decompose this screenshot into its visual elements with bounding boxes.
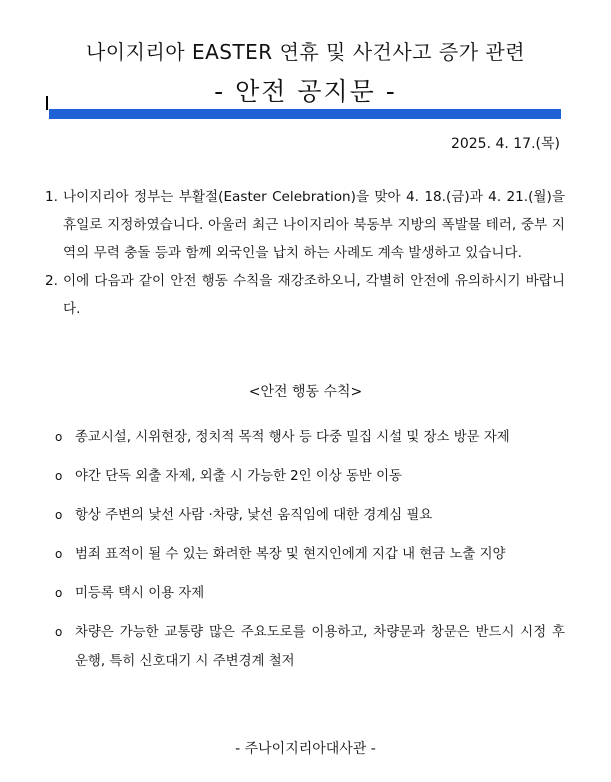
bullet-icon: o: [55, 547, 63, 561]
rule-text: 미등록 택시 이용 자제: [75, 586, 205, 601]
rule-item: [55, 540, 565, 569]
document-subtitle: - 안전 공지문 -: [214, 77, 397, 106]
bullet-icon: o: [55, 586, 63, 600]
header-divider-bar: [49, 109, 561, 119]
text-cursor: [46, 96, 48, 110]
rule-item: [55, 462, 565, 491]
notice-item: [45, 267, 565, 323]
rule-text: 범죄 표적이 될 수 있는 화려한 복장 및 현지인에게 지갑 내 현금 노출 지양: [75, 547, 506, 562]
notice-text: 나이지리아 정부는 부활절(Easter Celebration)을 맞아 4. 18.(금)과 4. 21.(월)을 휴일로 지정하였습니다. 아울러 최근 나이지리아 북동부 지방의 폭발물 테러, 중부 지역의 무력 충돌 등과 함께 외국인을 납치 하는 사례도 계속 발생하고 있습니다.: [63, 189, 565, 261]
rule-item: [55, 618, 565, 676]
notice-number: 2.: [45, 273, 58, 289]
rule-item: [55, 501, 565, 530]
rule-item: [55, 423, 565, 452]
rule-text: 항상 주변의 낯선 사람 ·차량, 낯선 움직임에 대한 경계심 필요: [75, 508, 433, 523]
document-title: 나이지리아 EASTER 연휴 및 사건사고 증가 관련: [85, 40, 526, 64]
rule-text: 종교시설, 시위현장, 정치적 목적 행사 등 다중 밀집 시설 및 장소 방문 자제: [75, 430, 510, 445]
rule-text: 야간 단독 외출 자제, 외출 시 가능한 2인 이상 동반 이동: [75, 469, 402, 484]
rule-item: [55, 579, 565, 608]
bullet-icon: o: [55, 508, 63, 522]
rules-section-title: <안전 행동 수칙>: [248, 384, 363, 400]
bullet-icon: o: [55, 469, 63, 483]
issuer-signature: - 주나이지리아대사관 -: [235, 741, 376, 757]
notice-item: [45, 183, 565, 267]
document-date: 2025. 4. 17.(목): [450, 136, 560, 152]
notice-text: 이에 다음과 같이 안전 행동 수칙을 재강조하오니, 각별히 안전에 유의하시기 바랍니다.: [63, 273, 565, 317]
rule-text: 차량은 가능한 교통량 많은 주요도로를 이용하고, 차량문과 창문은 반드시 시정 후 운행, 특히 신호대기 시 주변경계 철저: [75, 625, 565, 669]
bullet-icon: o: [55, 625, 63, 639]
notice-list: [45, 183, 565, 323]
notice-number: 1.: [45, 189, 58, 205]
safety-rules-list: [55, 423, 565, 686]
bullet-icon: o: [55, 430, 63, 444]
